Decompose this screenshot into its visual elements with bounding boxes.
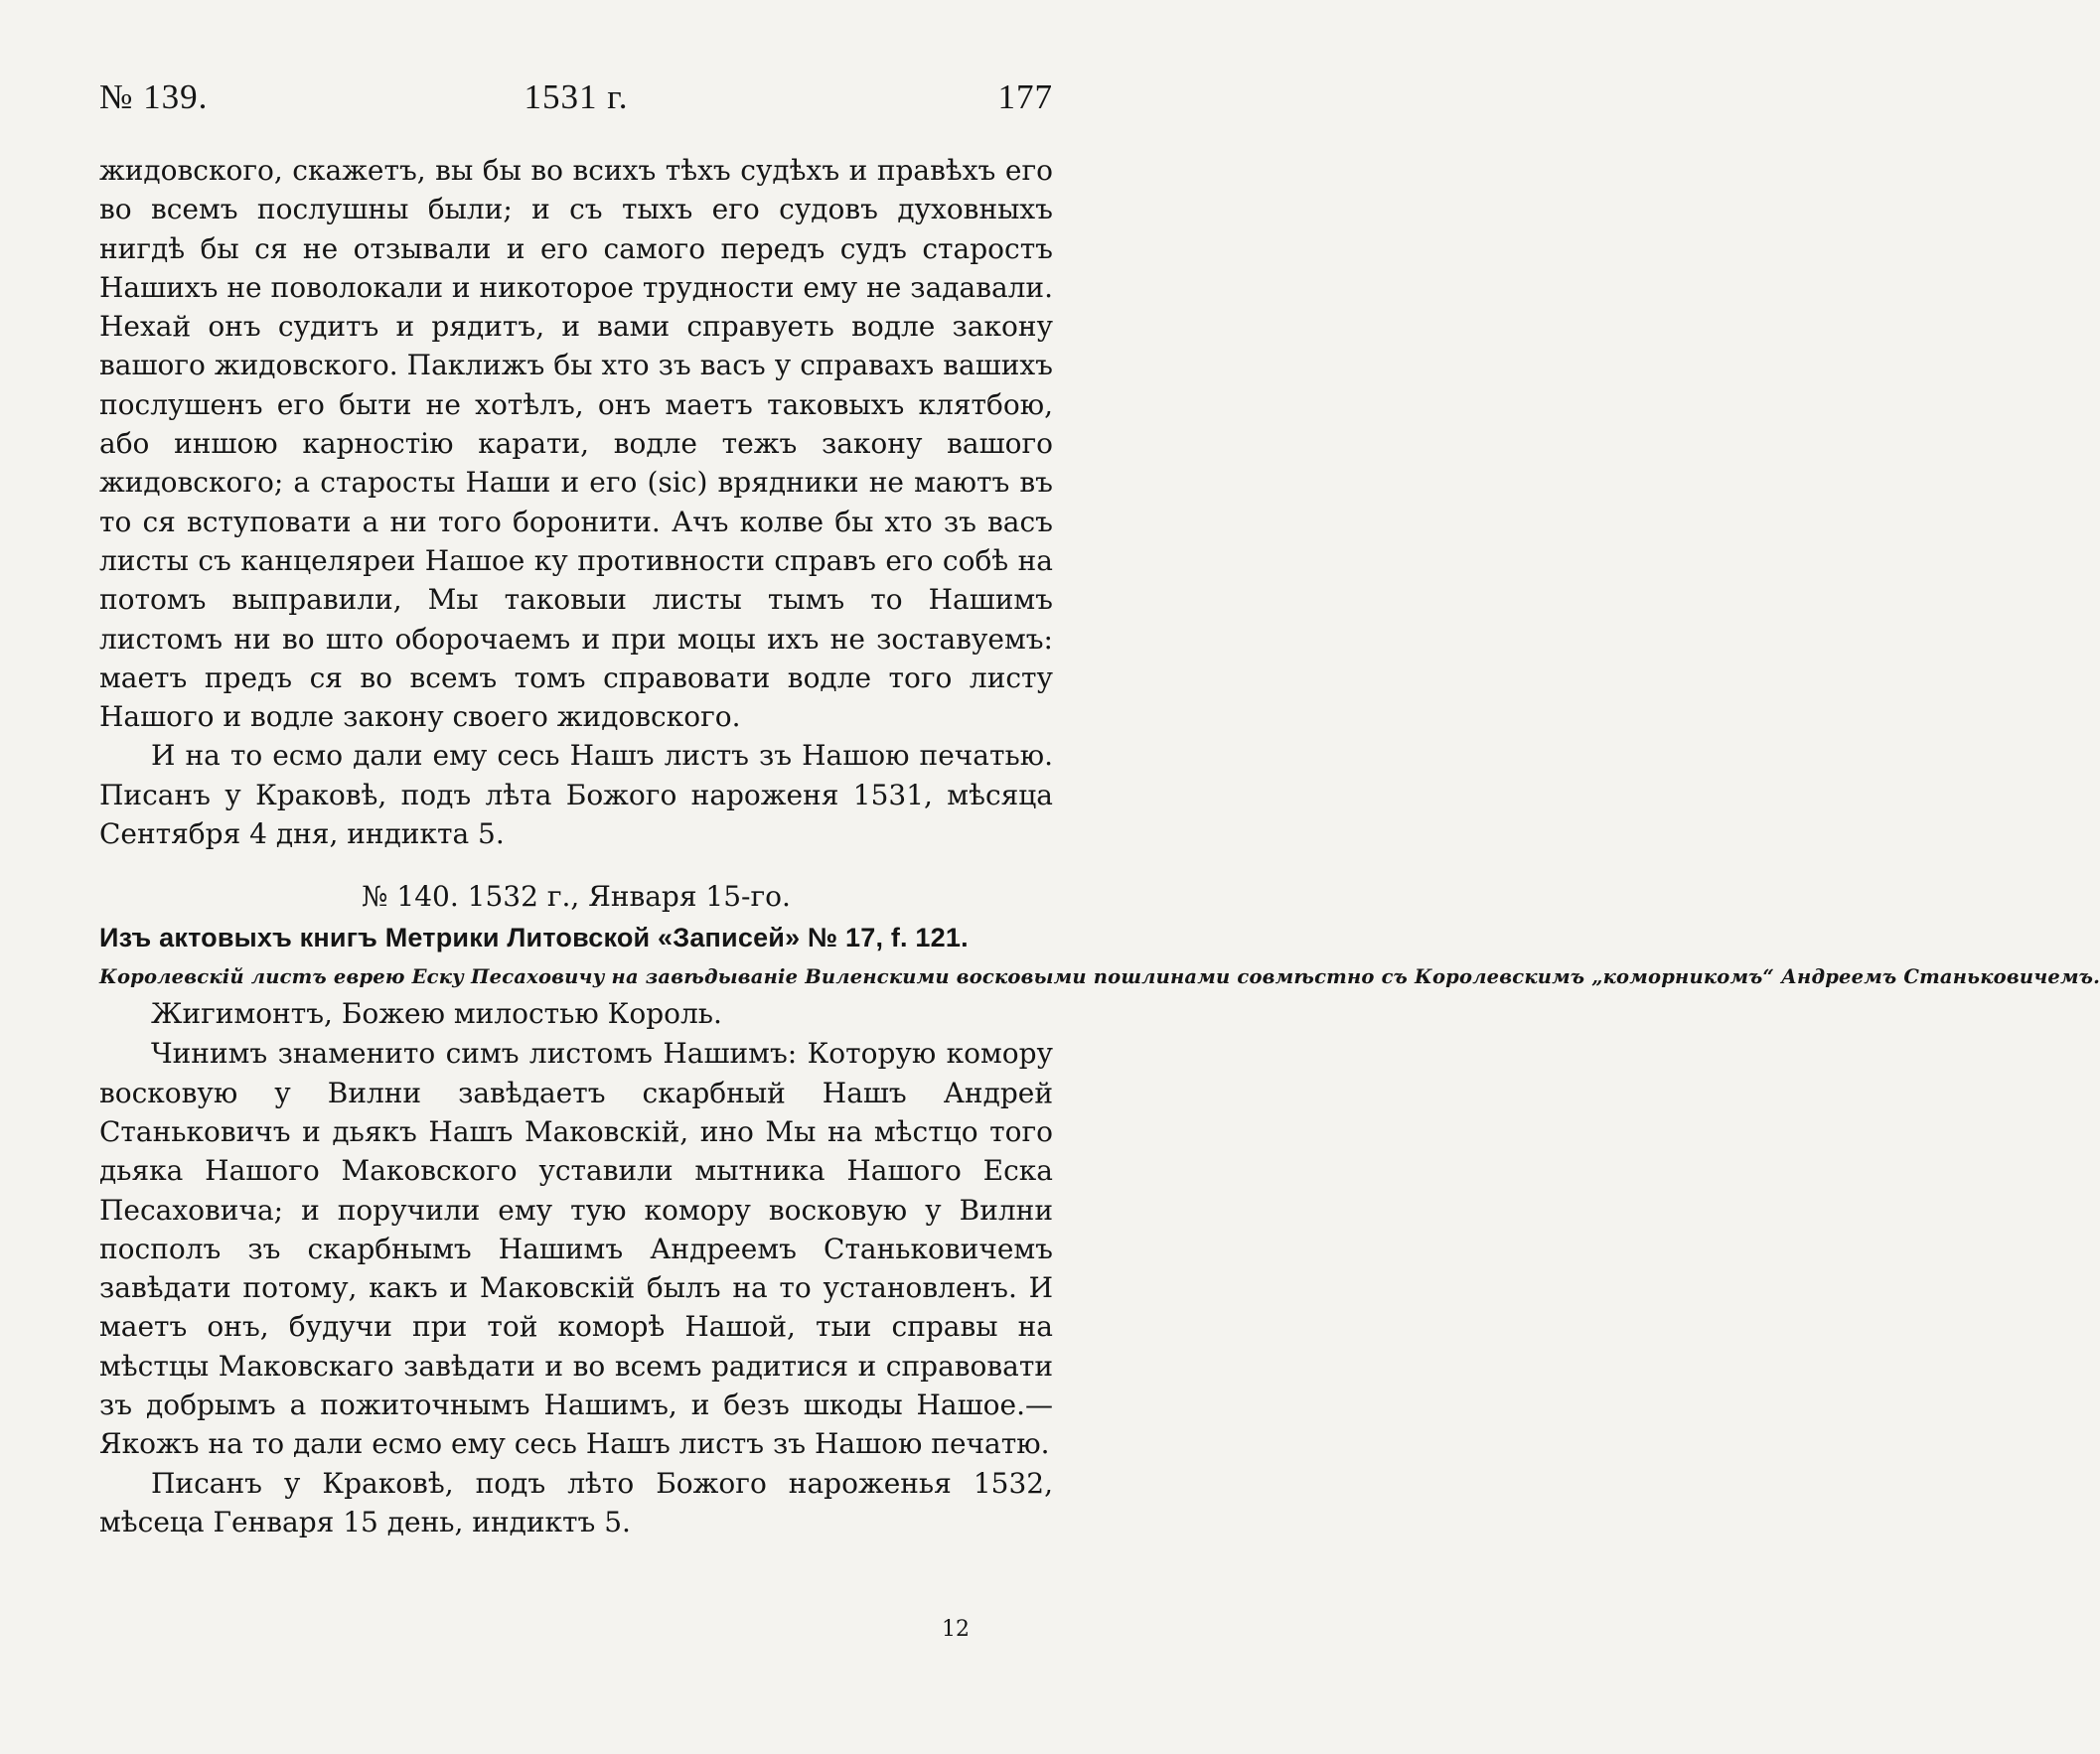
document-140-source: Изъ актовыхъ книгъ Метрики Литовской «Записей» № 17, f. 121. [99, 923, 969, 953]
document-140-heading: № 140. 1532 г., Января 15-го. [362, 880, 791, 914]
document-140-body: Чинимъ знаменито симъ листомъ Нашимъ: Которую комору восковую у Вилни завѣдаетъ скарбный Нашъ Андрей Станьковичъ и дьякъ Нашъ Маковскій, ино Мы на мѣстцо того дьяка Нашого Маковского уставили мытника Нашого Еска Песаховича; и поручили ему тую комору восковую у Вилни посполъ зъ скарбнымъ Нашимъ Андреемъ Станьковичемъ завѣдати потому, какъ и Маковскій былъ на то установленъ. И маетъ онъ, будучи при той коморѣ Нашой, тыи справы на мѣстцы Маковскаго завѣдати и во всемъ радитися и справовати зъ добрымъ а пожиточнымъ Нашимъ, и безъ шкоды Нашое.— Якожъ на то дали есмо ему сесь Нашъ листъ зъ Нашою печатю. [99, 1037, 1053, 1461]
document-number: № 139. [99, 77, 209, 116]
page-number: 177 [997, 77, 1053, 116]
year-heading: 1531 г. [524, 77, 629, 116]
sheet-signature: 12 [942, 1617, 970, 1642]
running-head [99, 77, 1053, 133]
document-139-text [99, 151, 1053, 853]
document-140-regest [99, 960, 2100, 994]
document-140-closing: Писанъ у Краковѣ, подъ лѣто Божого нароженья 1532, мѣсеца Генваря 15 день, индиктъ 5. [99, 1466, 1053, 1538]
document-140 [99, 877, 2100, 1541]
document-140-salutation: Жигимонтъ, Божею милостью Король. [151, 997, 722, 1031]
document-139-continuation: жидовского, скажетъ, вы бы во всихъ тѣхъ судѣхъ и правѣхъ его во всемъ послушны были; и съ тыхъ его судовъ духовныхъ нигдѣ бы ся не отзывали и его самого передъ судъ старостъ Нашихъ не поволокали и никоторое трудности ему не задавали. Нехай онъ судитъ и рядитъ, и вами справуеть водле закону вашого жидовского. Паклижъ бы хто зъ васъ у справахъ вашихъ послушенъ его быти не хотѣлъ, онъ маетъ таковыхъ клятбою, або иншою карностію карати, водле тежъ закону вашого жидовского; а старосты Наши и его (sic) врядники не маютъ въ то ся вступовати а ни того боронити. Ачъ колве бы хто зъ васъ листы съ канцеляреи Нашое ку противности справъ его собѣ на потомъ выправили, Мы таковыи листы тымъ то Нашимъ листомъ ни во што оборочаемъ и при моцы ихъ не зоставуемъ: маетъ предъ ся во всемъ томъ справовати водле того листу Нашого и водле закону своего жидовского. [99, 154, 1053, 734]
document-139-closing: И на то есмо дали ему сесь Нашъ листъ зъ Нашою печатью. Писанъ у Краковѣ, подъ лѣта Божого нароженя 1531, мѣсяца Сентября 4 дня, индикта 5. [99, 739, 1053, 851]
regest-line-1: Королевскій листъ еврею Еску Песаховичу на завѣдываніе Виленскими восковыми пошлинами совмѣстно съ Королевскимъ „коморникомъ“ Андреемъ Станьковичемъ. [99, 965, 2100, 989]
document-140-text [99, 1034, 1053, 1541]
